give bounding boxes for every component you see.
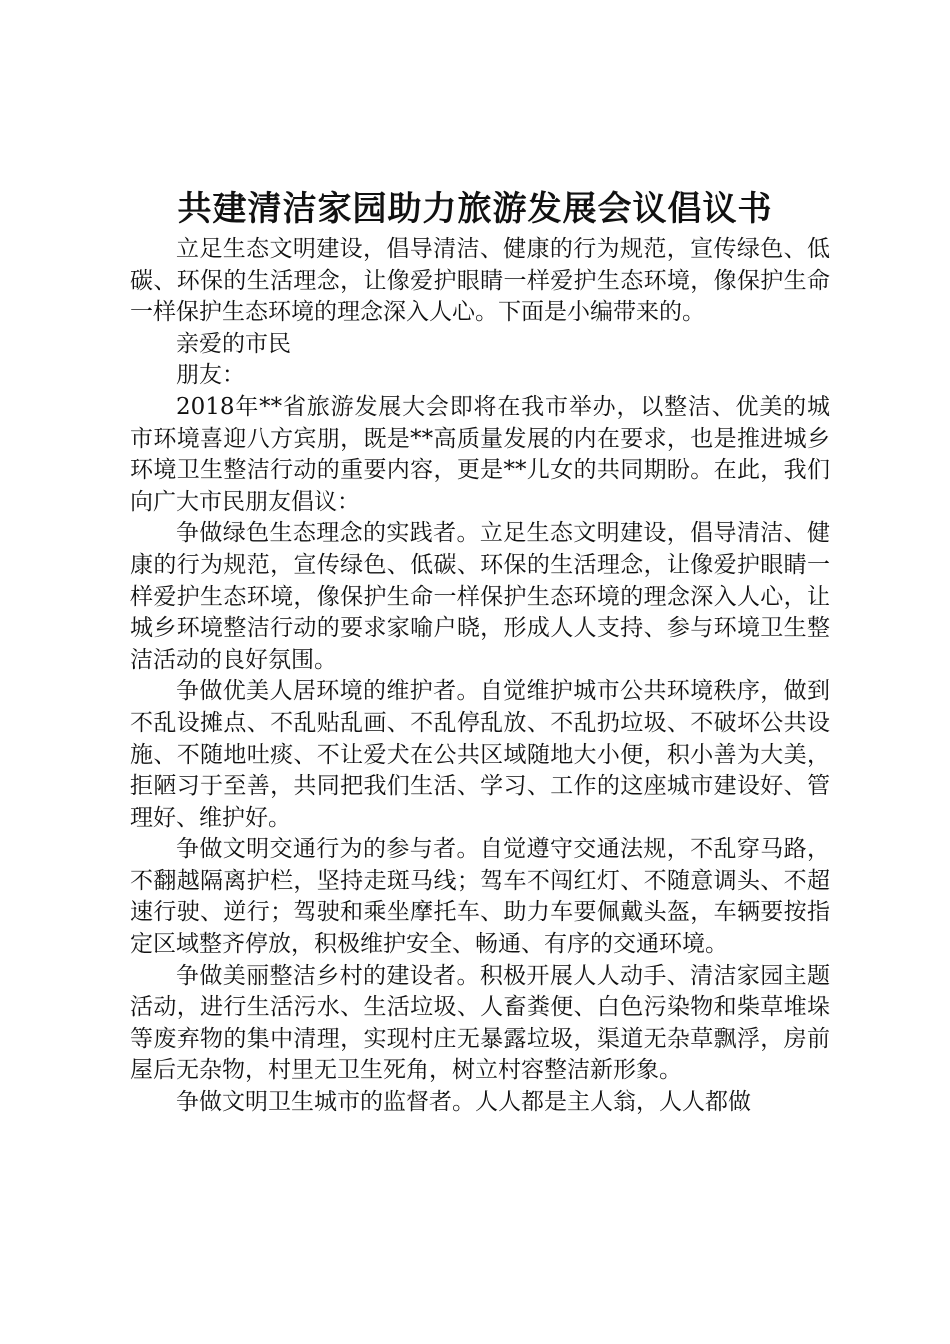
- body-paragraph: 争做文明卫生城市的监督者。人人都是主人翁，人人都做: [176, 1089, 751, 1116]
- salutation-line-2: 朋友：: [176, 362, 245, 389]
- body-paragraph: 2018年**省旅游发展大会即将在我市举办，以整洁、优美的城市环境喜迎八方宾朋，既是**高质量发展的内在要求，也是推进城乡环境卫生整洁行动的重要内容，更是**儿女的共同期盼。在此，我们向广大市民朋友倡议：: [130, 393, 830, 515]
- body-paragraph: 争做优美人居环境的维护者。自觉维护城市公共环境秩序，做到不乱设摊点、不乱贴乱画、不乱停乱放、不乱扔垃圾、不破坏公共设施、不随地吐痰、不让爱犬在公共区域随地大小便，积小善为大美，拒陋习于至善，共同把我们生活、学习、工作的这座城市建设好、管理好、维护好。: [130, 678, 830, 831]
- document-title: 共建清洁家园助力旅游发展会议倡议书: [177, 189, 773, 229]
- body-paragraph: 争做文明交通行为的参与者。自觉遵守交通法规，不乱穿马路，不翻越隔离护栏，坚持走斑马线；驾车不闯红灯、不随意调头、不超速行驶、逆行；驾驶和乘坐摩托车、助力车要佩戴头盔，车辆要按指定区域整齐停放，积极维护安全、畅通、有序的交通环境。: [130, 836, 830, 958]
- body-paragraph: 争做美丽整洁乡村的建设者。积极开展人人动手、清洁家园主题活动，进行生活污水、生活垃圾、人畜粪便、白色污染物和柴草堆垛等废弃物的集中清理，实现村庄无暴露垃圾，渠道无杂草飘浮，房前屋后无杂物，村里无卫生死角，树立村容整洁新形象。: [130, 962, 830, 1084]
- intro-paragraph: 立足生态文明建设，倡导清洁、健康的行为规范，宣传绿色、低碳、环保的生活理念，让像爱护眼睛一样爱护生态环境，像保护生命一样保护生态环境的理念深入人心。下面是小编带来的。: [130, 236, 830, 326]
- body-paragraph: 争做绿色生态理念的实践者。立足生态文明建设，倡导清洁、健康的行为规范，宣传绿色、低碳、环保的生活理念，让像爱护眼睛一样爱护生态环境，像保护生命一样保护生态环境的理念深入人心，让城乡环境整洁行动的要求家喻户晓，形成人人支持、参与环境卫生整洁活动的良好氛围。: [130, 520, 830, 673]
- document-body: [130, 234, 830, 1119]
- salutation-line-1: 亲爱的市民: [176, 330, 291, 357]
